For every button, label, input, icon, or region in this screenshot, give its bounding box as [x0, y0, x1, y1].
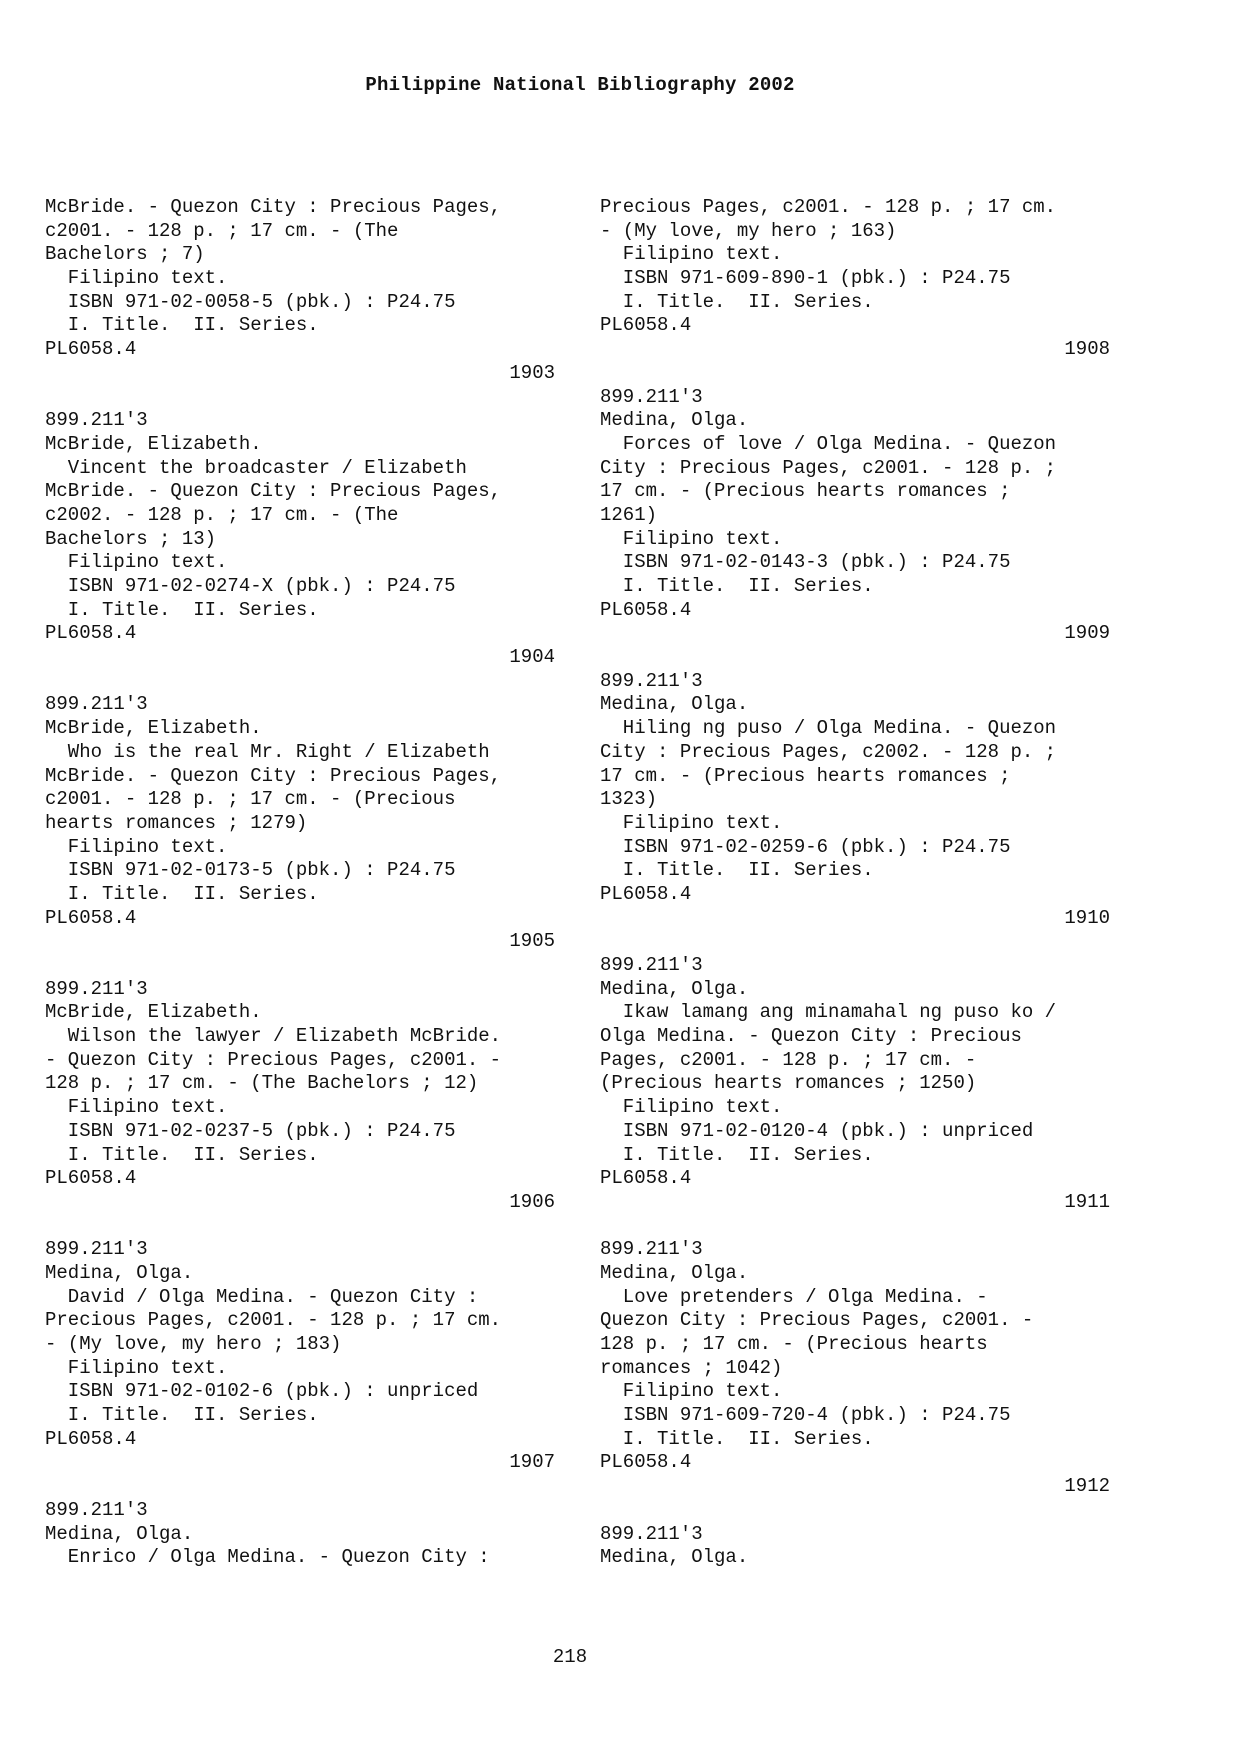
page-number: 218 [552, 1646, 588, 1668]
blank-line [600, 646, 1110, 670]
blank-line [600, 362, 1110, 386]
entry-line: ISBN 971-02-0102-6 (pbk.) : unpriced [45, 1380, 479, 1403]
entry-line: PL6058.4 [600, 1167, 692, 1190]
entry-line: Who is the real Mr. Right / Elizabeth [45, 740, 490, 763]
entry-line: Medina, Olga. [600, 693, 749, 716]
entry-line: ISBN 971-02-0058-5 (pbk.) : P24.75 [45, 290, 456, 313]
page-title: Philippine National Bibliography 2002 [365, 74, 795, 96]
entry-line: Olga Medina. - Quezon City : Precious [600, 1025, 1022, 1048]
entry-line: Quezon City : Precious Pages, c2001. - [600, 1309, 1034, 1332]
entry-line: 899.211'3 [600, 1238, 703, 1261]
entry-line: Filipino text. [600, 811, 783, 834]
entry-line: I. Title. II. Series. [45, 314, 319, 337]
entry-line: c2001. - 128 p. ; 17 cm. - (Precious [45, 788, 456, 811]
entry-line: hearts romances ; 1279) [45, 811, 308, 834]
entry-line: 899.211'3 [45, 693, 148, 716]
blank-line [45, 1215, 555, 1239]
entry-line: - (My love, my hero ; 163) [600, 219, 897, 242]
entry-line: PL6058.4 [600, 882, 692, 905]
entry-line: ISBN 971-02-0173-5 (pbk.) : P24.75 [45, 859, 456, 882]
entry-line: Filipino text. [600, 243, 783, 266]
entry-line: 899.211'3 [600, 385, 703, 408]
entry-line: City : Precious Pages, c2002. - 128 p. ; [600, 740, 1057, 763]
entry-line: Medina, Olga. [600, 977, 749, 1000]
entry-line: Pages, c2001. - 128 p. ; 17 cm. - [600, 1048, 977, 1071]
entry-line: - Quezon City : Precious Pages, c2001. - [45, 1048, 502, 1071]
blank-line [600, 1215, 1110, 1239]
right-column [600, 196, 1110, 1570]
entry-line: c2002. - 128 p. ; 17 cm. - (The [45, 503, 399, 526]
entry-line: Filipino text. [45, 267, 228, 290]
entry-line: PL6058.4 [600, 1451, 692, 1474]
entry-line: 1261) [600, 503, 658, 526]
entry-line: 899.211'3 [600, 954, 703, 976]
entry-line: 899.211'3 [600, 669, 703, 692]
entry-number: 1906 [509, 1190, 555, 1213]
entry-line: Vincent the broadcaster / Elizabeth [45, 456, 467, 479]
entry-line: McBride, Elizabeth. [45, 717, 262, 740]
entry-line: Medina, Olga. [600, 409, 749, 432]
entry-line: Love pretenders / Olga Medina. - [600, 1285, 988, 1308]
blank-line [45, 386, 555, 410]
entry-line: Filipino text. [45, 551, 228, 574]
entry-number: 1904 [509, 646, 555, 669]
entry-line: Filipino text. [600, 1096, 783, 1119]
entry-line: ISBN 971-02-0143-3 (pbk.) : P24.75 [600, 551, 1011, 574]
entry-line: McBride, Elizabeth. [45, 1001, 262, 1024]
entry-line: PL6058.4 [45, 338, 137, 361]
entry-line: ISBN 971-02-0274-X (pbk.) : P24.75 [45, 575, 456, 597]
entry-line: I. Title. II. Series. [45, 882, 319, 905]
entry-number: 1912 [1064, 1475, 1110, 1498]
entry-line: Ikaw lamang ang minamahal ng puso ko / [600, 1001, 1057, 1024]
entry-line: Bachelors ; 7) [45, 243, 205, 266]
entry-line: Wilson the lawyer / Elizabeth McBride. [45, 1025, 502, 1048]
entry-line: Filipino text. [600, 527, 783, 550]
entry-number: 1907 [509, 1451, 555, 1474]
entry-line: c2001. - 128 p. ; 17 cm. - (The [45, 219, 399, 242]
entry-number: 1911 [1064, 1190, 1110, 1213]
entry-line: Filipino text. [45, 1096, 228, 1119]
entry-line: 128 p. ; 17 cm. - (The Bachelors ; 12) [45, 1072, 479, 1095]
entry-line: David / Olga Medina. - Quezon City : [45, 1285, 479, 1308]
entry-line: ISBN 971-609-890-1 (pbk.) : P24.75 [600, 267, 1011, 290]
entry-line: PL6058.4 [600, 314, 692, 337]
entry-line: Filipino text. [45, 835, 228, 858]
entry-line: 17 cm. - (Precious hearts romances ; [600, 764, 1011, 787]
entry-line: McBride. - Quezon City : Precious Pages, [45, 480, 502, 503]
entry-line: Bachelors ; 13) [45, 527, 217, 550]
entry-line: 899.211'3 [45, 977, 148, 1000]
entry-line: Forces of love / Olga Medina. - Quezon [600, 432, 1057, 455]
entry-line: Precious Pages, c2001. - 128 p. ; 17 cm. [45, 1309, 502, 1332]
entry-line: 17 cm. - (Precious hearts romances ; [600, 480, 1011, 503]
entry-line: Precious Pages, c2001. - 128 p. ; 17 cm. [600, 196, 1057, 218]
entry-number: 1910 [1064, 906, 1110, 929]
entry-line: PL6058.4 [45, 622, 137, 645]
entry-line: Filipino text. [45, 1356, 228, 1379]
entry-line: 128 p. ; 17 cm. - (Precious hearts [600, 1333, 988, 1355]
entry-line: Medina, Olga. [45, 1261, 194, 1284]
entry-line: PL6058.4 [45, 1427, 137, 1450]
entry-line: I. Title. II. Series. [45, 598, 319, 621]
entry-line: Filipino text. [600, 1380, 783, 1403]
entry-line: Medina, Olga. [600, 1261, 749, 1284]
entry-line: ISBN 971-02-0120-4 (pbk.) : unpriced [600, 1119, 1034, 1142]
entry-line: ISBN 971-02-0237-5 (pbk.) : P24.75 [45, 1119, 456, 1142]
entry-line: McBride, Elizabeth. [45, 432, 262, 455]
entry-line: 899.211'3 [45, 409, 148, 432]
entry-number: 1903 [509, 361, 555, 384]
entry-line: I. Title. II. Series. [45, 1404, 319, 1427]
entry-line: McBride. - Quezon City : Precious Pages, [45, 764, 502, 787]
entry-line: Medina, Olga. [600, 1546, 749, 1569]
entry-line: I. Title. II. Series. [45, 1143, 319, 1166]
blank-line [600, 930, 1110, 954]
left-column [45, 196, 555, 1570]
entry-line: (Precious hearts romances ; 1250) [600, 1072, 977, 1095]
entry-line: I. Title. II. Series. [600, 575, 874, 597]
entry-line: I. Title. II. Series. [600, 859, 874, 882]
entry-line: romances ; 1042) [600, 1356, 783, 1379]
entry-line: PL6058.4 [45, 906, 137, 929]
entry-line: 899.211'3 [600, 1522, 703, 1545]
entry-line: Enrico / Olga Medina. - Quezon City : [45, 1546, 490, 1569]
blank-line [45, 670, 555, 694]
blank-line [600, 1499, 1110, 1523]
entry-number: 1909 [1064, 622, 1110, 645]
entry-line: 899.211'3 [45, 1238, 148, 1261]
entry-line: I. Title. II. Series. [600, 290, 874, 313]
entry-line: I. Title. II. Series. [600, 1143, 874, 1166]
entry-line: City : Precious Pages, c2001. - 128 p. ; [600, 456, 1057, 479]
entry-line: McBride. - Quezon City : Precious Pages, [45, 196, 502, 218]
entry-line: Hiling ng puso / Olga Medina. - Quezon [600, 717, 1057, 740]
entry-line: PL6058.4 [600, 598, 692, 621]
blank-line [45, 1475, 555, 1499]
entry-number: 1908 [1064, 338, 1110, 361]
entry-line: ISBN 971-02-0259-6 (pbk.) : P24.75 [600, 835, 1011, 858]
entry-line: - (My love, my hero ; 183) [45, 1333, 342, 1355]
blank-line [45, 954, 555, 978]
entry-line: PL6058.4 [45, 1167, 137, 1190]
entry-line: I. Title. II. Series. [600, 1427, 874, 1450]
entry-line: 899.211'3 [45, 1498, 148, 1521]
entry-line: 1323) [600, 788, 658, 811]
entry-number: 1905 [509, 930, 555, 953]
entry-line: Medina, Olga. [45, 1522, 194, 1545]
entry-line: ISBN 971-609-720-4 (pbk.) : P24.75 [600, 1404, 1011, 1427]
